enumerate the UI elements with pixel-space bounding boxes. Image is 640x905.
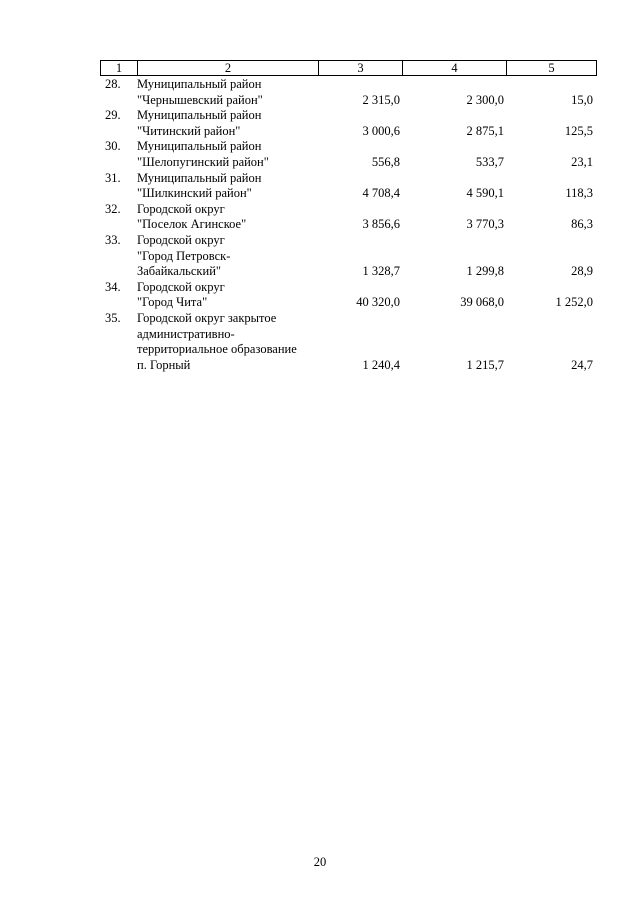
row-name	[137, 202, 317, 233]
row-number: 35.	[105, 310, 121, 325]
row-name	[137, 139, 317, 170]
row-value-c4: 1 215,7	[466, 357, 504, 372]
header-col-3: 3	[319, 61, 403, 76]
row-value-c3: 3 856,6	[362, 217, 400, 232]
row-name	[137, 77, 317, 108]
row-value-c5: 125,5	[564, 123, 593, 138]
row-name	[137, 233, 317, 280]
row-value-c5: 86,3	[571, 217, 593, 232]
row-name-line: Городской округ	[137, 232, 225, 247]
row-value-c3: 2 315,0	[362, 92, 400, 107]
row-name-line: территориальное образование	[137, 342, 297, 357]
header-col-2: 2	[138, 61, 319, 76]
row-value-c5: 23,1	[571, 154, 593, 169]
row-value-c5: 28,9	[571, 264, 593, 279]
row-number: 28.	[105, 77, 121, 91]
row-value-c5: 15,0	[571, 92, 593, 107]
row-value-c4: 533,7	[475, 154, 504, 169]
row-number: 33.	[105, 232, 121, 247]
row-name-line: административно-	[137, 326, 235, 341]
row-name	[137, 280, 317, 311]
row-value-c3: 40 320,0	[356, 295, 400, 310]
row-value-c4: 4 590,1	[466, 186, 504, 201]
row-number: 29.	[105, 108, 121, 123]
row-name-line: п. Горный	[137, 357, 191, 372]
table-row	[100, 171, 596, 202]
table-body	[100, 77, 596, 373]
table-row	[100, 108, 596, 139]
table-row	[100, 202, 596, 233]
row-value-c4: 39 068,0	[460, 295, 504, 310]
row-name-line: "Чернышевский район"	[137, 92, 263, 107]
row-value-c4: 2 875,1	[466, 123, 504, 138]
row-name-line: Забайкальский"	[137, 264, 221, 279]
row-name-line: "Шилкинский район"	[137, 186, 252, 201]
table-header-row	[100, 60, 597, 76]
row-value-c3: 556,8	[371, 154, 400, 169]
row-name-line: Городской округ закрытое	[137, 310, 277, 325]
row-name-line: Муниципальный район	[137, 170, 262, 185]
row-value-c5: 118,3	[565, 186, 593, 201]
row-number: 31.	[105, 170, 121, 185]
table-row	[100, 77, 596, 108]
table-row	[100, 139, 596, 170]
row-value-c3: 3 000,6	[362, 123, 400, 138]
row-name-line: "Город Чита"	[137, 295, 208, 310]
row-name	[137, 171, 317, 202]
row-number: 34.	[105, 279, 121, 294]
page-number: 20	[313, 855, 327, 869]
row-value-c3: 1 328,7	[362, 264, 400, 279]
row-value-c3: 1 240,4	[362, 357, 400, 372]
header-col-4: 4	[403, 61, 507, 76]
row-name-line: Городской округ	[137, 279, 225, 294]
row-value-c4: 3 770,3	[466, 217, 504, 232]
row-name-line: Муниципальный район	[137, 77, 262, 91]
row-value-c5: 24,7	[571, 357, 593, 372]
row-name-line: Муниципальный район	[137, 139, 262, 154]
header-col-5: 5	[507, 61, 597, 76]
row-number: 32.	[105, 201, 121, 216]
row-name	[137, 311, 317, 373]
table-row	[100, 233, 596, 280]
row-value-c3: 4 708,4	[362, 186, 400, 201]
row-value-c5: 1 252,0	[555, 295, 593, 310]
row-name-line: "Шелопугинский район"	[137, 154, 269, 169]
table-row	[100, 280, 596, 311]
row-name-line: "Читинский район"	[137, 123, 241, 138]
row-value-c4: 1 299,8	[466, 264, 504, 279]
row-name-line: "Город Петровск-	[137, 248, 231, 263]
row-name-line: Городской округ	[137, 201, 225, 216]
row-name-line: "Поселок Агинское"	[137, 217, 247, 232]
row-name	[137, 108, 317, 139]
table-row	[100, 311, 596, 373]
row-number: 30.	[105, 139, 121, 154]
header-col-1: 1	[101, 61, 138, 76]
row-name-line: Муниципальный район	[137, 108, 262, 123]
row-value-c4: 2 300,0	[466, 92, 504, 107]
